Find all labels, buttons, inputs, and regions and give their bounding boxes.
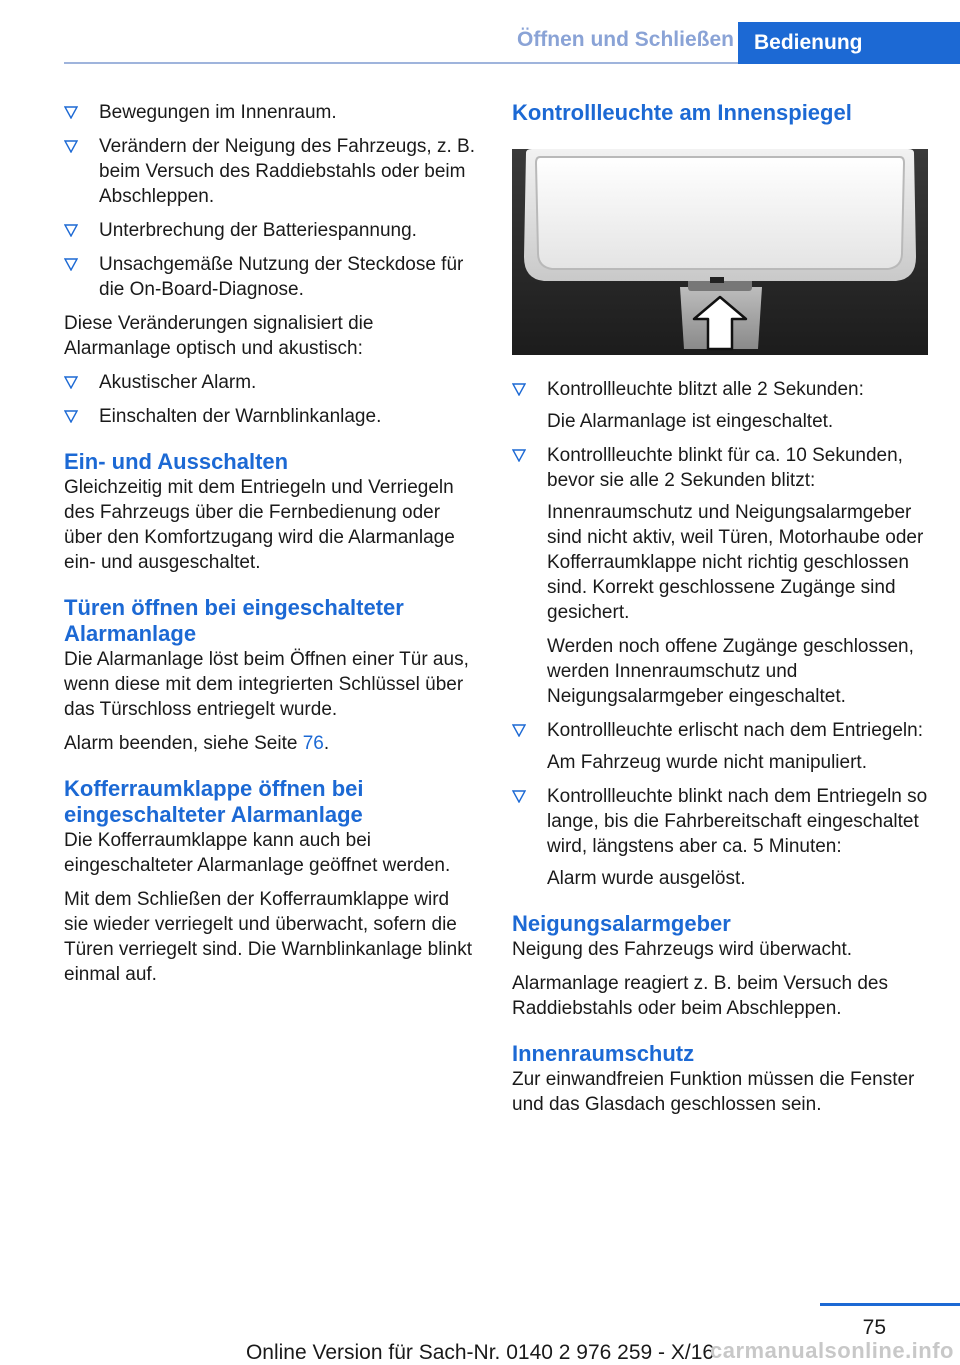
list-item: Kontrollleuchte blinkt nach dem Entriegeln so lange, bis die Fahrbereitschaft eingeschaltet wird, längstens aber ca. 5 Minuten: Alarm wurde ausgelöst.	[512, 784, 928, 891]
section-heading: Kontrollleuchte am Innenspiegel	[512, 100, 852, 125]
triangle-bullet-icon	[64, 375, 78, 389]
triangle-bullet-icon	[512, 723, 526, 737]
section-heading: Türen öffnen bei eingeschalteter Alarmanlage	[64, 595, 404, 646]
intrusion-list	[64, 100, 478, 302]
triangle-bullet-icon	[512, 789, 526, 803]
paragraph: Die Alarmanlage löst beim Öffnen einer Tür aus, wenn diese mit dem integrierten Schlüssel über das Türschloss entriegelt wurde.	[64, 649, 469, 720]
section-tilt-sensor	[512, 911, 928, 1021]
section-heading: Innenraumschutz	[512, 1041, 695, 1066]
triangle-bullet-icon	[64, 409, 78, 423]
paragraph: Gleichzeitig mit dem Entriegeln und Verriegeln des Fahrzeugs über die Fernbedienung oder über den Komfortzugang wird die Alarmanlage ein- und ausgeschaltet.	[64, 477, 455, 573]
section-trunk	[64, 776, 478, 987]
list-item: Unterbrechung der Batteriespannung.	[64, 218, 478, 243]
triangle-bullet-icon	[64, 257, 78, 271]
section-heading: Kofferraumklappe öffnen bei eingeschalteter Alarmanlage	[64, 776, 364, 827]
triangle-bullet-icon	[512, 382, 526, 396]
page-number: 75	[862, 1316, 886, 1339]
section-interior-protection	[512, 1041, 928, 1117]
section-switch-on-off	[64, 449, 478, 575]
paragraph: Neigung des Fahrzeugs wird überwacht.	[512, 939, 853, 960]
paragraph: Alarmanlage reagiert z. B. beim Versuch des Raddiebstahls oder beim Abschleppen.	[512, 973, 888, 1019]
list-item: Kontrollleuchte blinkt für ca. 10 Sekunden, bevor sie alle 2 Sekunden blitzt: Innenraumschutz und Neigungsalarmgeber sind nicht aktiv, weil Türen, Motorhaube oder Kofferraumklappe nicht richtig geschlossen sind. Korrekt geschlossene Zugänge sind gesichert. Werden noch offene Zugänge geschlossen, werden Innenraumschutz und Neigungsalarmgeber eingeschaltet.	[512, 443, 928, 709]
list-item: Kontrollleuchte blitzt alle 2 Sekunden: Die Alarmanlage ist eingeschaltet.	[512, 377, 928, 434]
footer-rule	[820, 1303, 960, 1306]
right-column	[512, 100, 928, 1126]
left-column	[64, 100, 478, 996]
header-tab: Bedienung	[738, 22, 960, 64]
page-reference: Alarm beenden, siehe Seite 76.	[64, 733, 330, 754]
triangle-bullet-icon	[64, 105, 78, 119]
rearview-mirror-illustration	[512, 149, 928, 355]
triangle-bullet-icon	[64, 223, 78, 237]
list-item: Unsachgemäße Nutzung der Steckdose für die On-Board-Diagnose.	[64, 252, 478, 302]
paragraph: Die Kofferraumklappe kann auch bei eingeschalteter Alarmanlage geöffnet werden.	[64, 830, 451, 876]
paragraph: Mit dem Schließen der Kofferraumklappe wird sie wieder verriegelt und überwacht, sofern die Türen verriegelt sind. Die Warnblinkanlage blinkt einmal auf.	[64, 889, 472, 985]
section-heading: Ein- und Ausschalten	[64, 449, 289, 474]
list-item: Akustischer Alarm.	[64, 370, 478, 395]
triangle-bullet-icon	[512, 448, 526, 462]
triangle-bullet-icon	[64, 139, 78, 153]
paragraph: Diese Veränderungen signalisiert die Alarmanlage optisch und akustisch:	[64, 313, 374, 359]
list-item: Einschalten der Warnblinkanlage.	[64, 404, 478, 429]
footer-version-text: Online Version für Sach-Nr. 0140 2 976 259 - X/16	[245, 1341, 715, 1364]
list-item: Bewegungen im Innenraum.	[64, 100, 478, 125]
header-section-title: Öffnen und Schließen	[516, 28, 734, 51]
list-item: Verändern der Neigung des Fahrzeugs, z. B. beim Versuch des Raddiebstahls oder beim Abschleppen.	[64, 134, 478, 209]
section-open-doors	[64, 595, 478, 756]
alarm-signal-list	[64, 370, 478, 429]
list-item: Kontrollleuchte erlischt nach dem Entriegeln: Am Fahrzeug wurde nicht manipuliert.	[512, 718, 928, 775]
paragraph: Zur einwandfreien Funktion müssen die Fenster und das Glasdach geschlossen sein.	[512, 1069, 915, 1115]
section-heading: Neigungsalarmgeber	[512, 911, 731, 936]
page-link[interactable]: 76	[302, 733, 324, 754]
watermark: carmanualsonline.info	[710, 1338, 954, 1363]
indicator-list	[512, 377, 928, 891]
